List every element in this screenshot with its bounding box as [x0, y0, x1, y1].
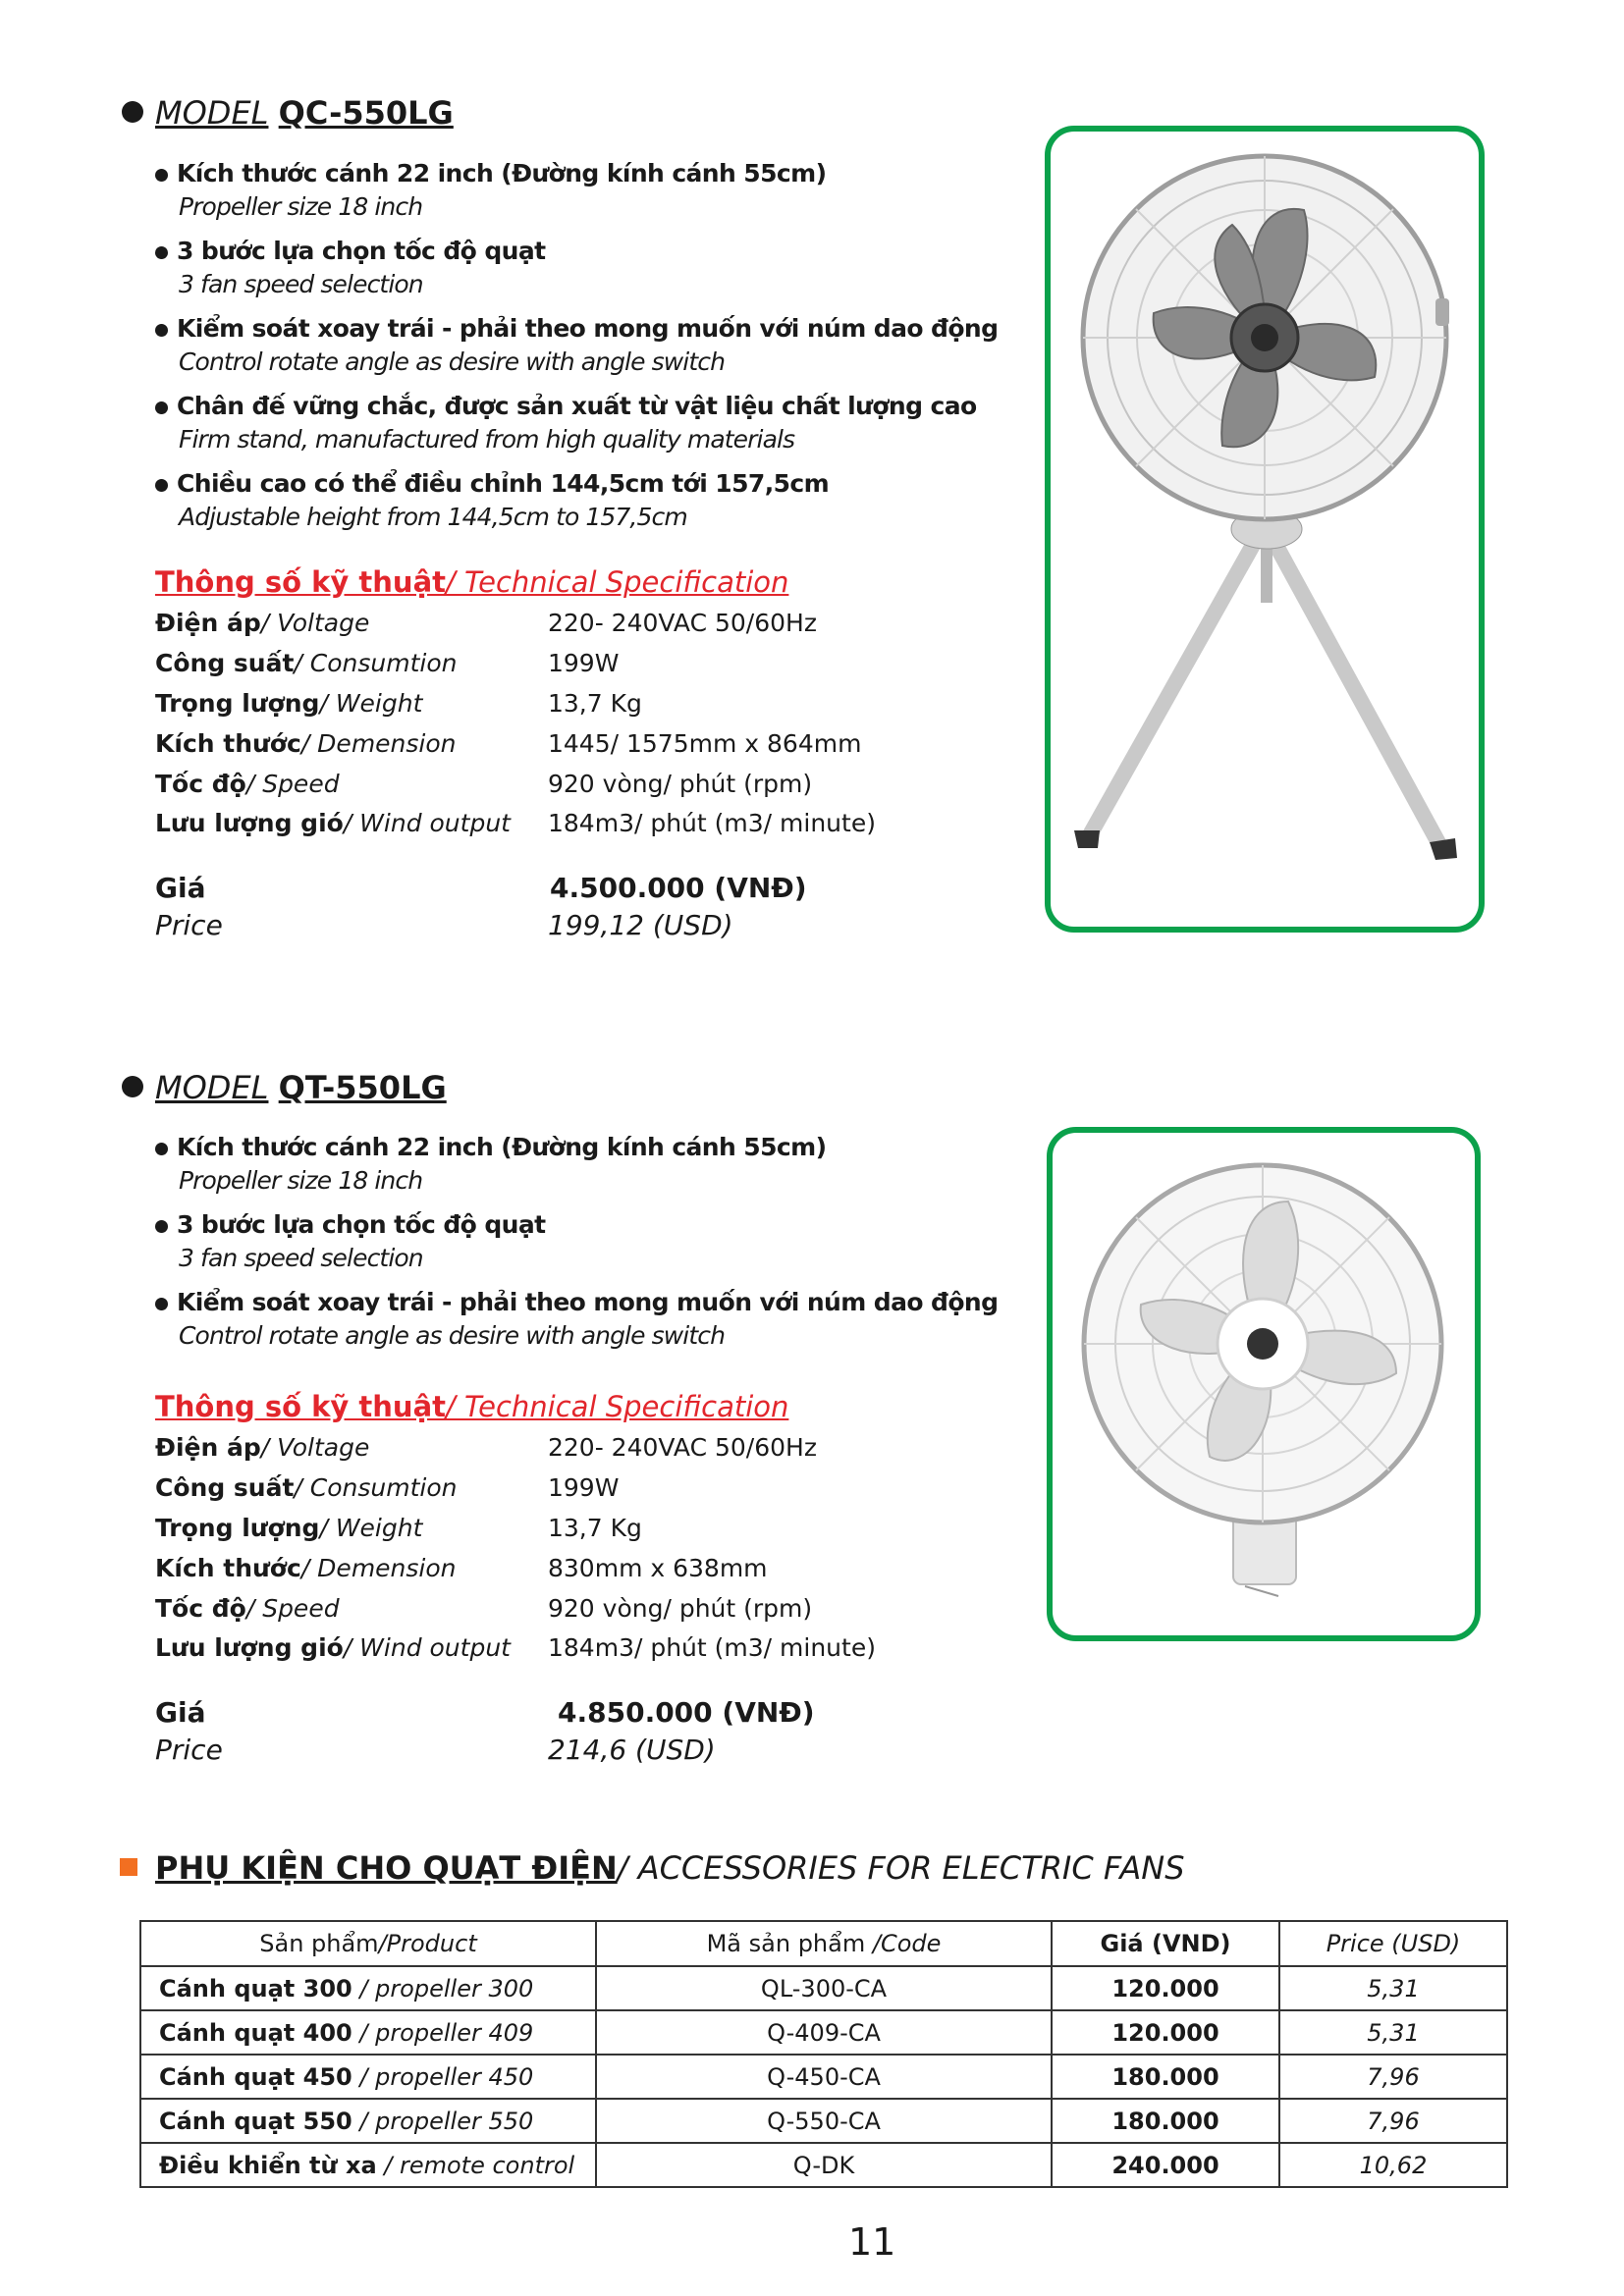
bullet-icon: [122, 101, 143, 123]
usd-cell: 7,96: [1279, 2099, 1507, 2143]
stand-fan-icon: [1051, 132, 1479, 927]
feature-item: Chiều cao có thể điều chỉnh 144,5cm tới 157,5cm Adjustable height from 144,5cm to 157,5cm: [155, 467, 998, 545]
product-cell: Điều khiển từ xa / remote control: [140, 2143, 596, 2187]
table-row: [140, 2010, 1507, 2055]
accessories-heading: PHỤ KIỆN CHO QUẠT ĐIỆN/ ACCESSORIES FOR ELECTRIC FANS: [120, 1849, 1185, 1887]
code-cell: Q-409-CA: [596, 2010, 1052, 2055]
price-vnd: 4.500.000 (VNĐ): [550, 872, 807, 904]
product-cell: Cánh quạt 550 / propeller 550: [140, 2099, 596, 2143]
feature-item: Kiểm soát xoay trái - phải theo mong muốn với núm dao động Control rotate angle as desire with angle switch: [155, 312, 998, 390]
page-number: 11: [848, 2220, 896, 2264]
vnd-cell: 180.000: [1052, 2055, 1279, 2099]
table-row: [140, 1966, 1507, 2010]
price-label: Giá: [155, 872, 206, 904]
orange-square-icon: [120, 1858, 137, 1876]
spec-row: Điện áp/ Voltage 220- 240VAC 50/60Hz: [155, 609, 817, 637]
spec-row: Trọng lượng/ Weight 13,7 Kg: [155, 1514, 642, 1542]
feature-item: 3 bước lựa chọn tốc độ quạt 3 fan speed selection: [155, 1208, 998, 1286]
spec-row: Tốc độ/ Speed 920 vòng/ phút (rpm): [155, 1594, 813, 1623]
spec-row: Lưu lượng gió/ Wind output 184m3/ phút (m3/ minute): [155, 1633, 876, 1662]
model-code: QC-550LG: [278, 94, 454, 132]
header-product: Sản phẩm/Product: [140, 1921, 596, 1966]
table-row: [140, 2143, 1507, 2187]
header-price-vnd: Giá (VND): [1052, 1921, 1279, 1966]
product-image-frame-2: [1047, 1127, 1481, 1641]
code-cell: QL-300-CA: [596, 1966, 1052, 2010]
spec-title-1: Thông số kỹ thuật/ Technical Specification: [155, 565, 789, 599]
spec-row: Điện áp/ Voltage 220- 240VAC 50/60Hz: [155, 1433, 817, 1462]
spec-table-1: [155, 609, 941, 854]
table-header-row: [140, 1921, 1507, 1966]
spec-row: Tốc độ/ Speed 920 vòng/ phút (rpm): [155, 770, 813, 798]
model-code: QT-550LG: [278, 1069, 447, 1106]
table-row: [140, 2055, 1507, 2099]
spec-table-2: [155, 1433, 941, 1679]
feature-item: Kích thước cánh 22 inch (Đường kính cánh 55cm) Propeller size 18 inch: [155, 157, 998, 235]
spec-row: Kích thước/ Demension 1445/ 1575mm x 864mm: [155, 729, 862, 758]
spec-row: Trọng lượng/ Weight 13,7 Kg: [155, 689, 642, 718]
spec-row: Kích thước/ Demension 830mm x 638mm: [155, 1554, 768, 1582]
feature-item: Chân đế vững chắc, được sản xuất từ vật liệu chất lượng cao Firm stand, manufactured from high quality materials: [155, 390, 998, 467]
feature-item: Kiểm soát xoay trái - phải theo mong muốn với núm dao động Control rotate angle as desire with angle switch: [155, 1286, 998, 1363]
header-price-usd: Price (USD): [1279, 1921, 1507, 1966]
product-image-frame-1: [1045, 126, 1485, 933]
bullet-icon: [122, 1076, 143, 1097]
usd-cell: 5,31: [1279, 2010, 1507, 2055]
wall-fan-icon: [1053, 1133, 1475, 1635]
spec-title-2: Thông số kỹ thuật/ Technical Specification: [155, 1390, 789, 1423]
code-cell: Q-DK: [596, 2143, 1052, 2187]
price-usd: 199,12 (USD): [548, 909, 733, 941]
price-vnd: 4.850.000 (VNĐ): [558, 1696, 815, 1729]
price-label: Giá: [155, 1696, 206, 1729]
price-label-en: Price: [155, 909, 223, 941]
feature-list-2: [155, 1131, 998, 1363]
usd-cell: 10,62: [1279, 2143, 1507, 2187]
usd-cell: 7,96: [1279, 2055, 1507, 2099]
spec-row: Lưu lượng gió/ Wind output 184m3/ phút (m3/ minute): [155, 809, 876, 837]
table-row: [140, 2099, 1507, 2143]
vnd-cell: 120.000: [1052, 2010, 1279, 2055]
price-label-en: Price: [155, 1734, 223, 1766]
header-code: Mã sản phẩm /Code: [596, 1921, 1052, 1966]
accessories-table: [139, 1920, 1508, 2188]
vnd-cell: 240.000: [1052, 2143, 1279, 2187]
product-cell: Cánh quạt 300 / propeller 300: [140, 1966, 596, 2010]
model-heading-2: MODEL QT-550LG: [122, 1069, 447, 1106]
product-cell: Cánh quạt 400 / propeller 409: [140, 2010, 596, 2055]
model-heading-1: MODEL QC-550LG: [122, 94, 454, 132]
code-cell: Q-450-CA: [596, 2055, 1052, 2099]
code-cell: Q-550-CA: [596, 2099, 1052, 2143]
vnd-cell: 180.000: [1052, 2099, 1279, 2143]
feature-item: 3 bước lựa chọn tốc độ quạt 3 fan speed selection: [155, 235, 998, 312]
feature-item: Kích thước cánh 22 inch (Đường kính cánh 55cm) Propeller size 18 inch: [155, 1131, 998, 1208]
product-cell: Cánh quạt 450 / propeller 450: [140, 2055, 596, 2099]
price-usd: 214,6 (USD): [548, 1734, 716, 1766]
spec-row: Công suất/ Consumtion 199W: [155, 649, 620, 677]
spec-row: Công suất/ Consumtion 199W: [155, 1473, 620, 1502]
vnd-cell: 120.000: [1052, 1966, 1279, 2010]
feature-list-1: [155, 157, 998, 545]
usd-cell: 5,31: [1279, 1966, 1507, 2010]
